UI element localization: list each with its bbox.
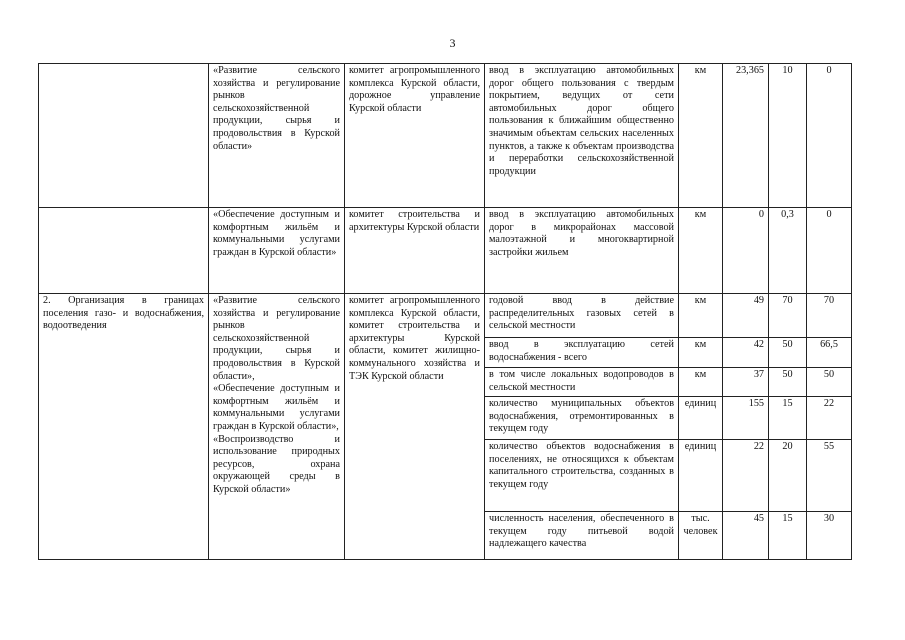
indicator-cell: годовой ввод в действие распределительных газовых сетей в сельской местности [485, 294, 679, 338]
value-cell-2: 70 [769, 294, 807, 338]
executor-cell: комитет агропромышленного комплекса Курской области, комитет строительства и архитектуры Курской области, комитет жилищно-коммунального хозяйства и ТЭК Курской области [345, 294, 485, 560]
direction-cell [39, 208, 209, 294]
program-cell: «Обеспечение доступным и комфортным жильём и коммунальными услугами граждан в Курской области» [209, 208, 345, 294]
unit-cell: км [679, 368, 723, 397]
value-cell-2: 20 [769, 440, 807, 512]
unit-cell: км [679, 208, 723, 294]
value-cell-1: 45 [723, 512, 769, 560]
program-item: «Развитие сельского хозяйства и регулирование рынков сельскохозяйственной продукции, сырья и продовольствия в Курской области», [213, 295, 340, 382]
value-cell-3: 55 [807, 440, 852, 512]
value-cell-2: 10 [769, 64, 807, 208]
value-cell-2: 15 [769, 397, 807, 440]
indicators-table [38, 63, 852, 560]
table-row [39, 208, 852, 294]
value-cell-1: 42 [723, 338, 769, 368]
value-cell-3: 22 [807, 397, 852, 440]
table-row [39, 64, 852, 208]
program-cell: «Развитие сельского хозяйства и регулирование рынков сельскохозяйственной продукции, сырья и продовольствия в Курской области» [209, 64, 345, 208]
indicator-cell: в том числе локальных водопроводов в сельской местности [485, 368, 679, 397]
value-cell-1: 37 [723, 368, 769, 397]
unit-cell: км [679, 64, 723, 208]
indicator-cell: ввод в эксплуатацию сетей водоснабжения - всего [485, 338, 679, 368]
indicator-cell: количество объектов водоснабжения в поселениях, не относящихся к объектам капитального строительства, созданных в текущем году [485, 440, 679, 512]
value-cell-3: 70 [807, 294, 852, 338]
value-cell-3: 0 [807, 208, 852, 294]
value-cell-2: 50 [769, 368, 807, 397]
indicator-cell: численность населения, обеспеченного в текущем году питьевой водой надлежащего качества [485, 512, 679, 560]
direction-cell [39, 64, 209, 208]
page-number: 3 [449, 36, 456, 50]
indicator-cell: ввод в эксплуатацию автомобильных дорог в микрорайонах массовой малоэтажной и многоквартирной застройки жильем [485, 208, 679, 294]
value-cell-1: 0 [723, 208, 769, 294]
direction-cell: 2. Организация в границах поселения газо- и водоснабжения, водоотведения [39, 294, 209, 560]
value-cell-1: 49 [723, 294, 769, 338]
value-cell-3: 30 [807, 512, 852, 560]
unit-cell: единиц [679, 397, 723, 440]
program-item: «Обеспечение доступным и комфортным жильём и коммунальными услугами граждан в Курской области», [213, 383, 340, 432]
indicator-cell: ввод в эксплуатацию автомобильных дорог общего пользования с твердым покрытием, ведущих от сети автомобильных дорог общего пользования к ближайшим общественно значимым объектам сельских населенных пунктов, а также к объектам производства и переработки сельскохозяйственной продукции [485, 64, 679, 208]
value-cell-2: 0,3 [769, 208, 807, 294]
executor-cell: комитет строительства и архитектуры Курской области [345, 208, 485, 294]
program-cell [209, 294, 345, 560]
table-row [39, 294, 852, 338]
unit-cell: тыс. человек [679, 512, 723, 560]
program-item: «Воспроизводство и использование природных ресурсов, охрана окружающей среды в Курской области» [213, 433, 340, 495]
value-cell-2: 15 [769, 512, 807, 560]
value-cell-1: 22 [723, 440, 769, 512]
value-cell-3: 50 [807, 368, 852, 397]
unit-cell: км [679, 338, 723, 368]
unit-cell: км [679, 294, 723, 338]
unit-cell: единиц [679, 440, 723, 512]
value-cell-1: 155 [723, 397, 769, 440]
value-cell-3: 66,5 [807, 338, 852, 368]
value-cell-1: 23,365 [723, 64, 769, 208]
value-cell-3: 0 [807, 64, 852, 208]
value-cell-2: 50 [769, 338, 807, 368]
executor-cell: комитет агропромышленного комплекса Курской области, дорожное управление Курской области [345, 64, 485, 208]
indicator-cell: количество муниципальных объектов водоснабжения, отремонтированных в текущем году [485, 397, 679, 440]
